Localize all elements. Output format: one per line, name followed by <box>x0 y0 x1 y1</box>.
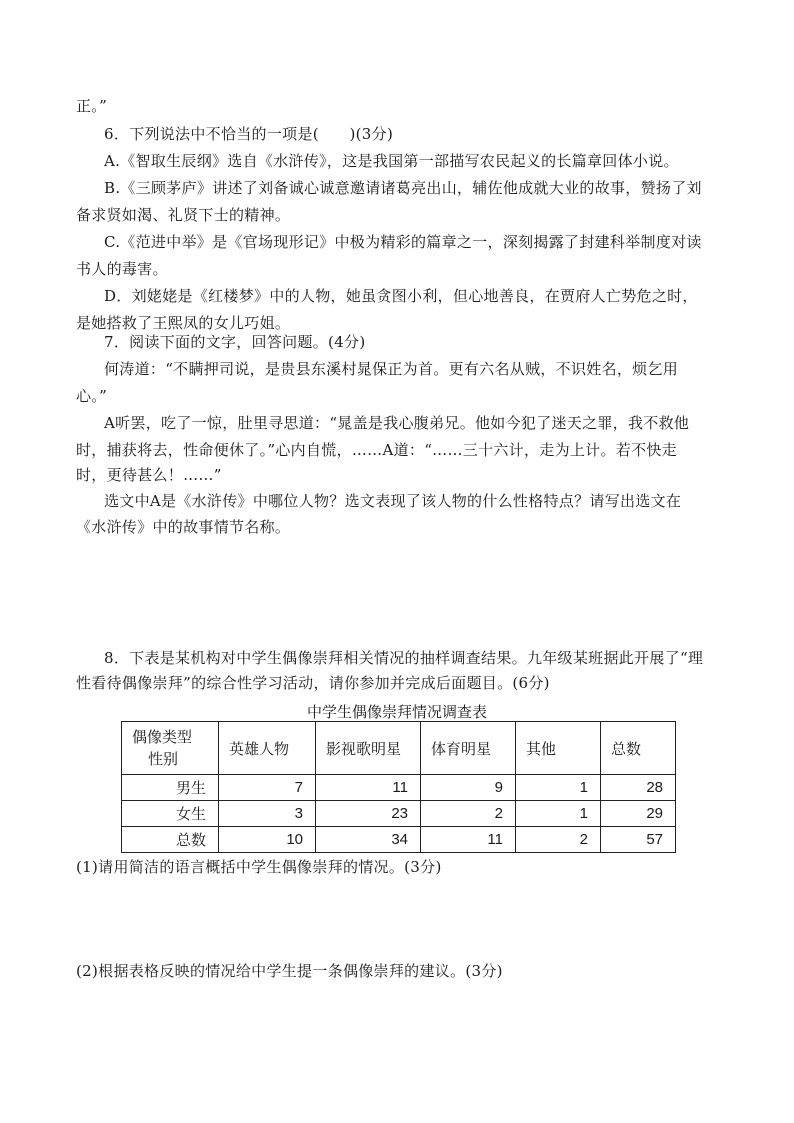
table-cell: 11 <box>421 827 516 853</box>
table-row <box>122 827 676 853</box>
table-cell: 10 <box>219 827 316 853</box>
text-line: 正。” <box>76 97 108 115</box>
question-8-part-2: (2)根据表格反映的情况给中学生提一条偶像崇拜的建议。(3分) <box>76 962 503 980</box>
question-7-stem: 7．阅读下面的文字，回答问题。(4分) <box>104 333 366 351</box>
column-header: 影视歌明星 <box>316 722 421 775</box>
question-7-prompt-cont: 《水浒传》中的故事情节名称。 <box>76 518 291 536</box>
column-header: 总数 <box>601 722 676 775</box>
table-cell: 7 <box>219 775 316 801</box>
table-caption: 中学生偶像崇拜情况调查表 <box>306 703 487 721</box>
table-cell: 23 <box>316 801 421 827</box>
table-cell: 28 <box>601 775 676 801</box>
passage-line: 何涛道：“不瞒押司说，是贵县东溪村晁保正为首。更有六名从贼，不识姓名，烦乞用 <box>104 360 679 378</box>
table-cell: 2 <box>421 801 516 827</box>
table-row <box>122 775 676 801</box>
table-cell: 1 <box>516 801 601 827</box>
table-cell: 2 <box>516 827 601 853</box>
option-b-cont: 备求贤如渴、礼贤下士的精神。 <box>76 206 291 224</box>
table-header-row <box>122 722 676 775</box>
corner-top-label: 偶像类型 <box>132 728 193 746</box>
column-header: 英雄人物 <box>219 722 316 775</box>
table-cell: 29 <box>601 801 676 827</box>
row-label: 女生 <box>122 801 219 827</box>
question-8-stem-cont: 性看待偶像崇拜”的综合性学习活动，请你参加并完成后面题目。(6分) <box>76 674 550 692</box>
passage-line: 时，捕获将去，性命便休了。”心内自慌，……A道：“……三十六计，走为上计。若不快走 <box>76 441 677 459</box>
corner-bottom-label: 性别 <box>148 750 179 768</box>
row-label: 男生 <box>122 775 219 801</box>
table-cell: 1 <box>516 775 601 801</box>
table-cell: 57 <box>601 827 676 853</box>
passage-line: A听罢，吃了一惊，肚里寻思道：“晁盖是我心腹弟兄。他如今犯了迷天之罪，我不救他 <box>104 414 690 432</box>
passage-line: 时，更待甚么！……” <box>76 466 222 484</box>
passage-line: 心。” <box>76 387 108 405</box>
option-c: C.《范进中举》是《官场现形记》中极为精彩的篇章之一，深刻揭露了封建科举制度对读 <box>104 233 702 251</box>
column-header: 体育明星 <box>421 722 516 775</box>
question-7-prompt: 选文中A是《水浒传》中哪位人物？选文表现了该人物的什么性格特点？请写出选文在 <box>104 492 682 510</box>
option-d-cont: 是她搭救了王熙凤的女儿巧姐。 <box>76 314 291 332</box>
option-d: D．刘姥姥是《红楼梦》中的人物，她虽贪图小利，但心地善良，在贾府人亡势危之时， <box>104 287 698 305</box>
table-cell: 3 <box>219 801 316 827</box>
option-a: A.《智取生辰纲》选自《水浒传》，这是我国第一部描写农民起义的长篇章回体小说。 <box>104 152 679 170</box>
table-cell: 9 <box>421 775 516 801</box>
table-cell: 11 <box>316 775 421 801</box>
option-c-cont: 书人的毒害。 <box>76 260 168 278</box>
column-header: 其他 <box>516 722 601 775</box>
question-8-part-1: (1)请用简洁的语言概括中学生偶像崇拜的情况。(3分) <box>76 858 442 876</box>
question-6-stem: 6．下列说法中不恰当的一项是( )(3分) <box>104 125 394 143</box>
option-b: B.《三顾茅庐》讲述了刘备诚心诚意邀请诸葛亮出山，辅佐他成就大业的故事，赞扬了刘 <box>104 179 702 197</box>
survey-table <box>121 721 676 853</box>
question-8-stem: 8．下表是某机构对中学生偶像崇拜相关情况的抽样调查结果。九年级某班据此开展了“理 <box>104 649 704 667</box>
table-row <box>122 801 676 827</box>
corner-cell <box>122 722 219 775</box>
table-cell: 34 <box>316 827 421 853</box>
row-label: 总数 <box>122 827 219 853</box>
